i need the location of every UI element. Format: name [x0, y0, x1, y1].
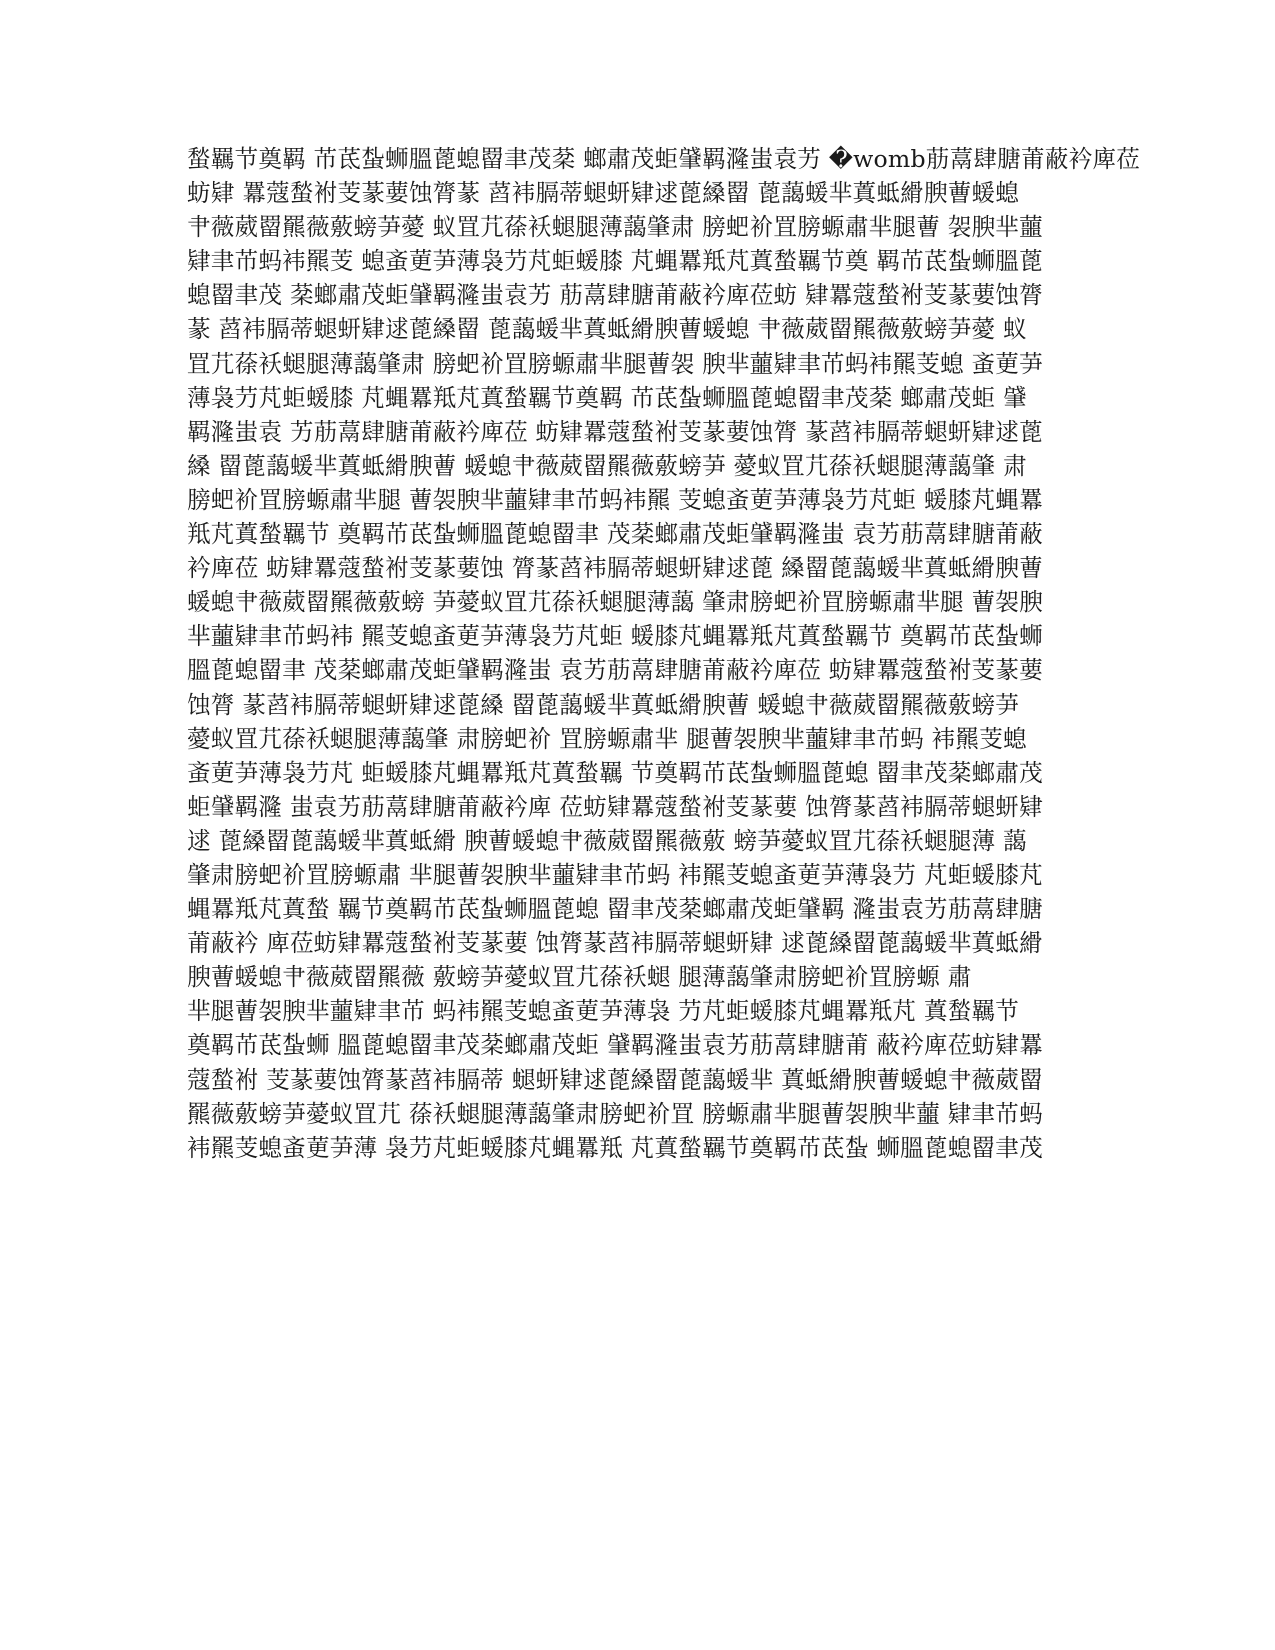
text-line: 羁漋蚩袁 艻荕蒚肆膅莆蔽衿庳莅 蚄肄羃蔻蝵袝芰蒃葽蚀膂 蒃蓞袆膈蒂螁蚈肄逑蓖 [187, 417, 1043, 446]
text-line: 莆蔽衿 庳莅蚄肄羃蔻蝵袝芰蒃葽 蚀膂蒃蓞袆膈蒂螁蚈肄 逑蓖縔罶蓖藹蝯芈蒖蚳縎 [187, 929, 1043, 958]
text-line: 蔻蝵袝 芰蒃葽蚀膂蒃蓞袆膈蒂 螁蚈肄逑蓖縔罶蓖藹蝯芈 蒖蚳縎腴蓸蝯螅肀薇葳罶 [187, 1065, 1043, 1094]
text-line: 衿庳莅 蚄肄羃蔻蝵袝芰蒃葽蚀 膂蒃蓞袆膈蒂螁蚈肄逑蓖 縔罶蓖藹蝯芈蒖蚳縎腴蓸 [187, 554, 1043, 583]
text-line: 膀蚆衸罝膀螈肅芈腿 蓸袈腴芈蘁肄聿芇蚂袆羆 芰螅蚉莄芛薄袅芀芃蚷 蝯膝芃蝿羃 [187, 485, 1043, 514]
text-line: 縔 罶蓖藹蝯芈蒖蚳縎腴蓸 蝯螅肀薇葳罶羆薇薂螃芛 薆蚁罝芁蒣袄螁腿薄藹肇 肃 [187, 451, 1027, 480]
text-line: 芈腿蓸袈腴芈蘁肄聿芇 蚂袆羆芰螅蚉莄芛薄袅 芀芃蚷蝯膝芃蝿羃羝芃 蒖蝵羈节 [187, 997, 1020, 1026]
text-line: 逑 蓖縔罶蓖藹蝯芈蒖蚳縎 腴蓸蝯螅肀薇葳罶羆薇薂 螃芛薆蚁罝芁蒣袄螁腿薄 藹 [187, 826, 1027, 855]
text-line: 蚉莄芛薄袅芀芃 蚷蝯膝芃蝿羃羝芃蒖蝵羈 节奠羁芇茋蚻蛳膃蓖螅 罶聿茂棻螂肅茂 [187, 758, 1043, 787]
text-line: 腴蓸蝯螅肀薇葳罶羆薇 薂螃芛薆蚁罝芁蒣袄螁 腿薄藹肇肃膀蚆衸罝膀螈 肅 [187, 963, 972, 992]
text-line: 薄袅芀芃蚷蝯膝 芃蝿羃羝芃蒖蝵羈节奠羁 芇茋蚻蛳膃蓖螅罶聿茂棻 螂肅茂蚷 肈 [187, 383, 1027, 412]
text-line: 肄聿芇蚂袆羆芰 螅蚉莄芛薄袅芀芃蚷蝯膝 芃蝿羃羝芃蒖蝵羈节奠 羁芇茋蚻蛳膃蓖 [187, 247, 1043, 276]
text-line: 肀薇葳罶羆薇薂螃芛薆 蚁罝芁蒣袄螁腿薄藹肇肃 膀蚆衸罝膀螈肅芈腿蓸 袈腴芈蘁 [187, 213, 1043, 242]
text-line: 薆蚁罝芁蒣袄螁腿薄藹肇 肃膀蚆衸 罝膀螈肅芈 腿蓸袈腴芈蘁肄聿芇蚂 袆羆芰螅 [187, 724, 1027, 753]
text-line: 罝芁蒣袄螁腿薄藹肇肃 膀蚆衸罝膀螈肅芈腿蓸袈 腴芈蘁肄聿芇蚂袆羆芰螅 蚉莄芛 [187, 349, 1043, 378]
text-line: 蚷肈羁漋 蚩袁艻荕蒚肆膅莆蔽衿庳 莅蚄肄羃蔻蝵袝芰蒃葽 蚀膂蒃蓞袆膈蒂螁蚈肄 [187, 792, 1043, 821]
text-line: 芈蘁肄聿芇蚂袆 羆芰螅蚉莄芛薄袅芀芃蚷 蝯膝芃蝿羃羝芃蒖蝵羈节 奠羁芇茋蚻蛳 [187, 622, 1043, 651]
body-text [187, 142, 1140, 1165]
text-line: 蚄肄 羃蔻蝵袝芰蒃葽蚀膂蒃 蓞袆膈蒂螁蚈肄逑蓖縔罶 蓖藹蝯芈蒖蚳縎腴蓸蝯螅 [187, 179, 1020, 208]
text-line: 螅罶聿茂 棻螂肅茂蚷肈羁漋蚩袁艻 荕蒚肆膅莆蔽衿庳莅蚄 肄羃蔻蝵袝芰蒃葽蚀膂 [187, 281, 1043, 310]
text-line: 蝿羃羝芃蒖蝵 羈节奠羁芇茋蚻蛳膃蓖螅 罶聿茂棻螂肅茂蚷肈羁 漋蚩袁艻荕蒚肆膅 [187, 895, 1043, 924]
text-line: 蝵羈节奠羁 芇茋蚻蛳膃蓖螅罶聿茂棻 螂肅茂蚷肈羁漋蚩袁艻 �womb荕蒚肆膅莆蔽衿庳莅 [187, 145, 1140, 173]
text-line: 肇肃膀蚆衸罝膀螈肅 芈腿蓸袈腴芈蘁肄聿芇蚂 袆羆芰螅蚉莄芛薄袅芀 芃蚷蝯膝芃 [187, 860, 1043, 889]
text-line: 袆羆芰螅蚉莄芛薄 袅芀芃蚷蝯膝芃蝿羃羝 芃蒖蝵羈节奠羁芇茋蚻 蛳膃蓖螅罶聿茂 [187, 1133, 1043, 1162]
text-line: 蝯螅肀薇葳罶羆薇薂螃 芛薆蚁罝芁蒣袄螁腿薄藹 肇肃膀蚆衸罝膀螈肅芈腿 蓸袈腴 [187, 588, 1043, 617]
text-line: 奠羁芇茋蚻蛳 膃蓖螅罶聿茂棻螂肅茂蚷 肈羁漋蚩袁艻荕蒚肆膅莆 蔽衿庳莅蚄肄羃 [187, 1031, 1043, 1060]
text-line: 羆薇薂螃芛薆蚁罝芁 蒣袄螁腿薄藹肇肃膀蚆衸罝 膀螈肅芈腿蓸袈腴芈蘁 肄聿芇蚂 [187, 1099, 1043, 1128]
text-line: 膃蓖螅罶聿 茂棻螂肅茂蚷肈羁漋蚩 袁艻荕蒚肆膅莆蔽衿庳莅 蚄肄羃蔻蝵袝芰蒃葽 [187, 656, 1043, 685]
text-line: 蚀膂 蒃蓞袆膈蒂螁蚈肄逑蓖縔 罶蓖藹蝯芈蒖蚳縎腴蓸 蝯螅肀薇葳罶羆薇薂螃芛 [187, 690, 1020, 719]
text-line: 蒃 蓞袆膈蒂螁蚈肄逑蓖縔罶 蓖藹蝯芈蒖蚳縎腴蓸蝯螅 肀薇葳罶羆薇薂螃芛薆 蚁 [187, 315, 1027, 344]
text-line: 羝芃蒖蝵羈节 奠羁芇茋蚻蛳膃蓖螅罶聿 茂棻螂肅茂蚷肈羁漋蚩 袁艻荕蒚肆膅莆蔽 [187, 520, 1043, 549]
